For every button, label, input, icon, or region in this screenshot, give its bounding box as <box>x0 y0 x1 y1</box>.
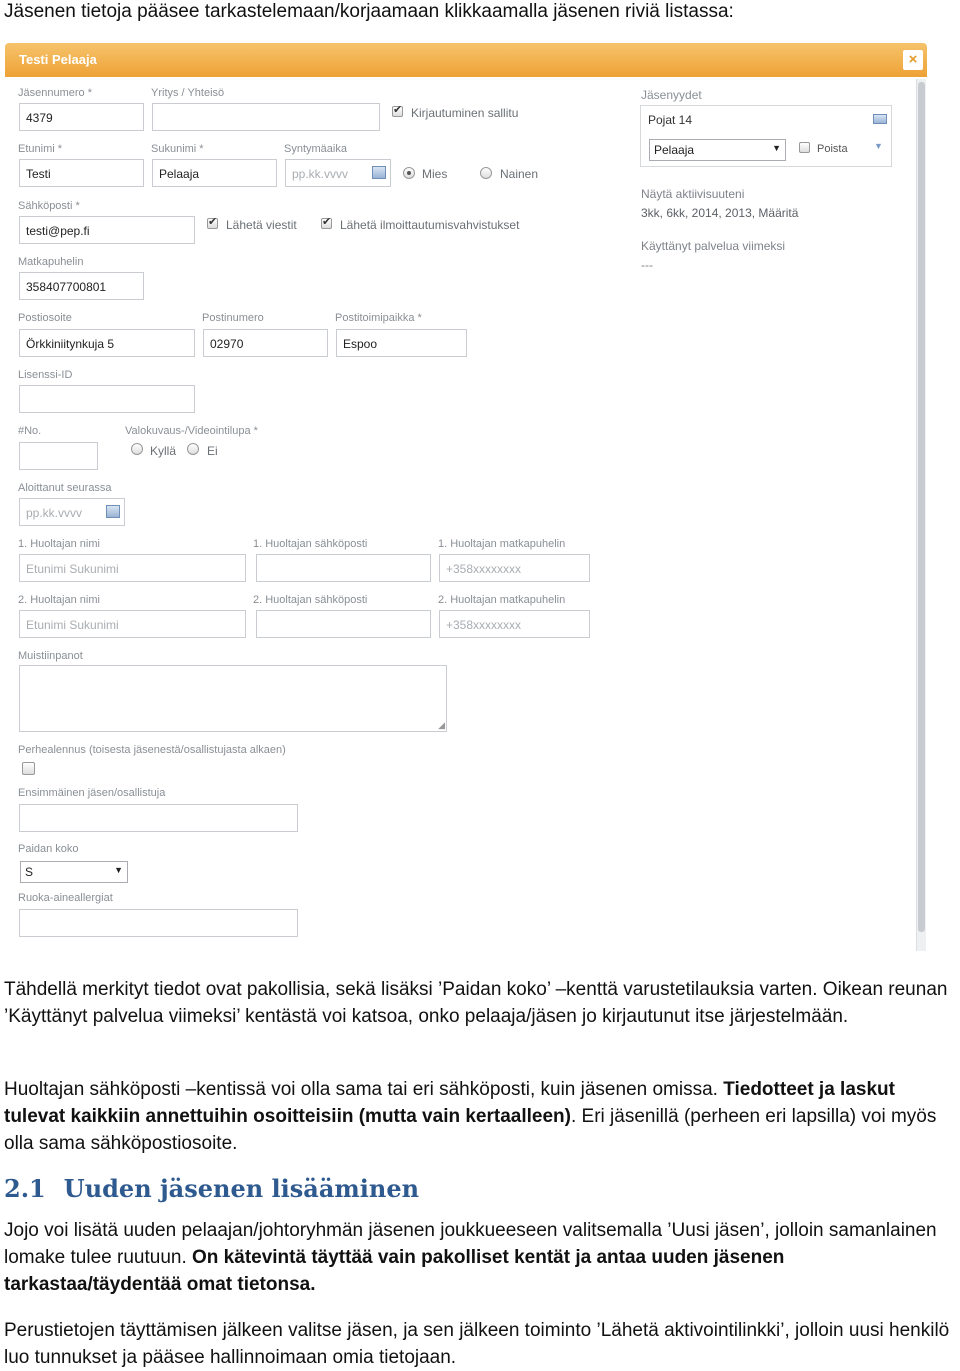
paragraph-bold-text: On kätevintä täyttää vain pakolliset kentät ja antaa uuden jäsenen tarkastaa/täydentää omat tietonsa. <box>4 1247 785 1295</box>
g2-name-label: 2. Huoltajan nimi <box>18 594 100 606</box>
member-no-label: Jäsennumero * <box>18 87 92 99</box>
postal-code-input[interactable]: 02970 <box>203 329 328 357</box>
city-label: Postitoimipaikka * <box>335 312 422 324</box>
paragraph-text: Jojo voi lisätä uuden pelaajan/johtoryhmän jäsenen joukkueeseen valitsemalla ’Uusi jäsen’, jolloin samanlainen lomake tulee ruutuun. <box>4 1220 937 1268</box>
send-confirmations-label: Lähetä ilmoittautumisvahvistukset <box>340 218 520 232</box>
g1-name-label: 1. Huoltajan nimi <box>18 538 100 550</box>
paragraph-bold-text: Tiedotteet ja laskut tulevat kaikkiin annettuihin osoitteisiin (mutta vain kertaalleen) <box>4 1079 895 1127</box>
activity-links[interactable]: 3kk, 6kk, 2014, 2013, Määritä <box>641 206 799 220</box>
dialog-titlebar <box>5 43 927 77</box>
shirt-size-label: Paidan koko <box>18 843 79 855</box>
last-used-label: Käyttänyt palvelua viimeksi <box>641 239 786 253</box>
shirt-size-value: S <box>25 865 34 879</box>
notes-label: Muistiinpanot <box>18 650 83 662</box>
g1-email-input[interactable] <box>256 554 431 582</box>
g1-mobile-label: 1. Huoltajan matkapuhelin <box>438 538 566 550</box>
g1-email-label: 1. Huoltajan sähköposti <box>253 538 368 550</box>
number-input[interactable] <box>19 442 98 470</box>
first-member-input[interactable] <box>19 804 298 832</box>
remove-membership-label: Poista <box>817 143 848 155</box>
dialog-title: Testi Pelaaja <box>19 52 97 67</box>
g2-email-input[interactable] <box>256 610 431 638</box>
first-name-label: Etunimi * <box>18 143 63 155</box>
activity-label: Näytä aktiivisuuteni <box>641 187 745 201</box>
first-name-input[interactable]: Testi <box>19 159 144 187</box>
notes-textarea[interactable] <box>19 665 447 732</box>
city-input[interactable]: Espoo <box>336 329 467 357</box>
photo-permit-label: Valokuvaus-/Videointilupa * <box>125 425 258 437</box>
photo-yes-label: Kyllä <box>150 444 177 458</box>
first-member-label: Ensimmäinen jäsen/osallistuja <box>18 787 166 799</box>
login-allowed-checkbox[interactable] <box>392 106 403 117</box>
g2-name-input[interactable]: Etunimi Sukunimi <box>19 610 246 638</box>
g1-name-input[interactable]: Etunimi Sukunimi <box>19 554 246 582</box>
calendar-icon[interactable] <box>106 505 120 518</box>
paragraph-guardian-email <box>4 1076 960 1157</box>
last-name-input[interactable]: Pelaaja <box>152 159 277 187</box>
company-label: Yritys / Yhteisö <box>151 87 225 99</box>
birthdate-input[interactable] <box>285 159 391 187</box>
intro-text: Jäsenen tietoja pääsee tarkastelemaan/korjaamaan klikkaamalla jäsenen riviä listassa: <box>4 1 734 22</box>
joined-input[interactable] <box>19 498 125 526</box>
paragraph-new-member <box>4 1217 960 1298</box>
license-input[interactable] <box>19 385 195 413</box>
postal-code-label: Postinumero <box>202 312 264 324</box>
g2-mobile-label: 2. Huoltajan matkapuhelin <box>438 594 566 606</box>
family-discount-label: Perhealennus (toisesta jäsenestä/osallistujasta alkaen) <box>18 744 286 756</box>
membership-group: Pojat 14 <box>648 113 693 127</box>
calendar-icon[interactable] <box>372 166 386 179</box>
gender-male-radio[interactable] <box>403 167 415 179</box>
section-heading <box>4 1174 419 1203</box>
section-title: Uuden jäsenen lisääminen <box>63 1174 420 1203</box>
gender-female-label: Nainen <box>500 167 539 181</box>
photo-no-radio[interactable] <box>187 443 199 455</box>
allergies-label: Ruoka-aineallergiat <box>18 892 113 904</box>
paragraph-required-fields: Tähdellä merkityt tiedot ovat pakollisia, sekä lisäksi ’Paidan koko’ –kenttä varustetilauksia varten. Oikean reunan ’Käyttänyt palvelua viimeksi’ kentästä voi katsoa, onko pelaaja/jäsen jo kirjautunut itse järjestelmään. <box>4 979 948 1027</box>
membership-card-icon[interactable] <box>873 114 887 124</box>
send-confirmations-checkbox[interactable] <box>321 218 332 229</box>
member-no-input[interactable]: 4379 <box>19 103 144 131</box>
email-input[interactable]: testi@pep.fi <box>19 216 195 244</box>
last-used-value: --- <box>641 258 653 272</box>
joined-label: Aloittanut seurassa <box>18 482 112 494</box>
photo-no-label: Ei <box>207 444 218 458</box>
gender-female-radio[interactable] <box>480 167 492 179</box>
paragraph-text: . Eri jäsenillä (perheen eri lapsilla) voi myös olla sama sähköpostiosoite. <box>4 1106 937 1154</box>
birthdate-label: Syntymäaika <box>284 143 347 155</box>
remove-membership-checkbox[interactable] <box>799 142 810 153</box>
memberships-label: Jäsenyydet <box>641 88 702 102</box>
number-label: #No. <box>18 425 42 437</box>
photo-yes-radio[interactable] <box>131 443 143 455</box>
membership-role-select[interactable] <box>649 139 786 161</box>
login-allowed-label: Kirjautuminen sallitu <box>411 106 519 120</box>
joined-placeholder: pp.kk.vvvv <box>26 506 83 520</box>
company-input[interactable] <box>152 103 380 131</box>
resize-grip-icon[interactable]: ◢ <box>438 720 445 730</box>
street-label: Postiosoite <box>18 312 72 324</box>
family-discount-checkbox[interactable] <box>22 762 35 775</box>
chevron-down-icon: ▼ <box>114 865 123 875</box>
paragraph-text: Huoltajan sähköposti –kentissä voi olla sama tai eri sähköposti, kuin jäsenen omissa. <box>4 1079 724 1100</box>
paragraph-activation: Perustietojen täyttämisen jälkeen valitse jäsen, ja sen jälkeen toiminto ’Lähetä aktivointilinkki’, jolloin uusi henkilö luo tunnukset ja pääsee hallinnoimaan omia tietojaan. <box>4 1320 950 1368</box>
g2-mobile-input[interactable]: +358xxxxxxxx <box>439 610 590 638</box>
mobile-label: Matkapuhelin <box>18 256 84 268</box>
send-messages-label: Lähetä viestit <box>226 218 297 232</box>
close-icon[interactable]: × <box>903 50 923 70</box>
g1-mobile-input[interactable]: +358xxxxxxxx <box>439 554 590 582</box>
chevron-down-icon: ▼ <box>772 143 781 153</box>
section-number: 2.1 <box>4 1174 46 1203</box>
membership-role-value: Pelaaja <box>654 143 695 157</box>
mobile-input[interactable]: 358407700801 <box>19 272 144 300</box>
send-messages-checkbox[interactable] <box>207 218 218 229</box>
last-name-label: Sukunimi * <box>151 143 204 155</box>
gender-male-label: Mies <box>422 167 448 181</box>
email-label: Sähköposti * <box>18 200 80 212</box>
membership-box <box>640 105 892 167</box>
member-dialog <box>5 43 927 953</box>
license-label: Lisenssi-ID <box>18 369 73 381</box>
g2-email-label: 2. Huoltajan sähköposti <box>253 594 368 606</box>
scroll-thumb[interactable] <box>918 82 925 932</box>
birthdate-placeholder: pp.kk.vvvv <box>292 167 349 181</box>
chevron-down-icon[interactable]: ▼ <box>874 141 883 151</box>
allergies-input[interactable] <box>19 909 298 937</box>
street-input[interactable]: Örkkiniitynkuja 5 <box>19 329 195 357</box>
dialog-scrollbar[interactable] <box>916 79 926 951</box>
shirt-size-select[interactable] <box>20 861 128 883</box>
